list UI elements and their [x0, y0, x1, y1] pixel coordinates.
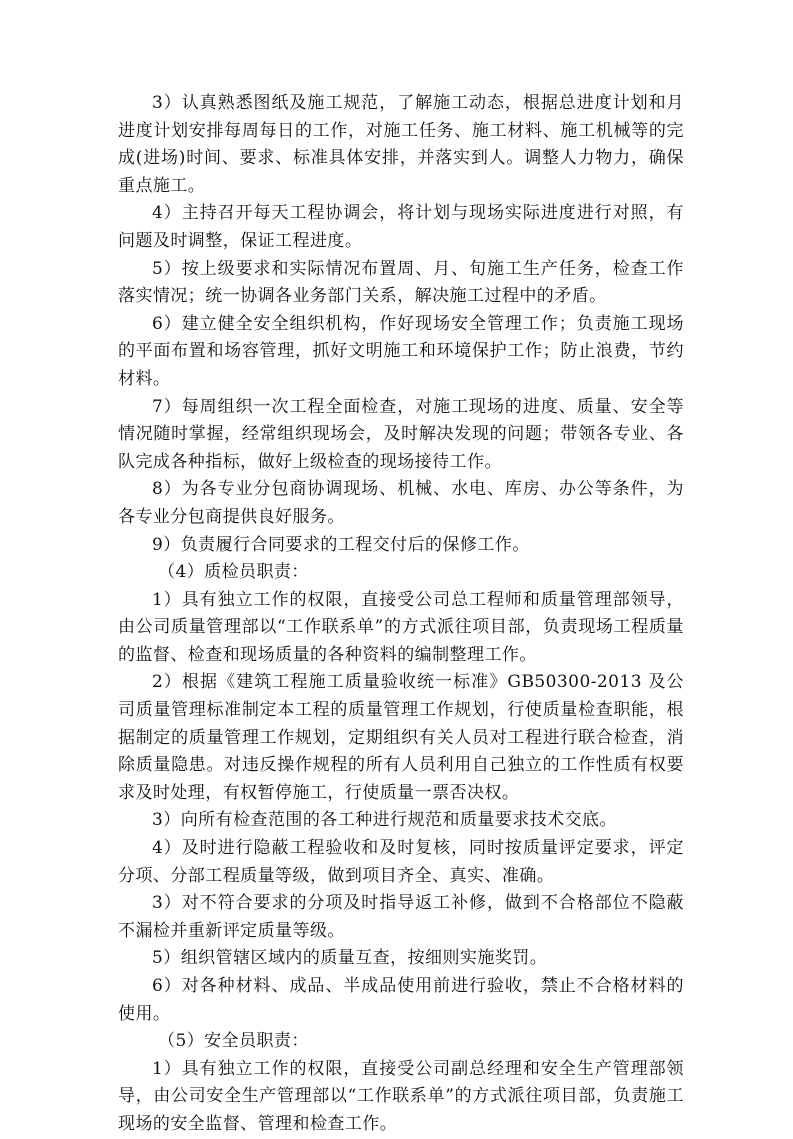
- paragraph-9-warranty: 9）负责履行合同要求的工程交付后的保修工作。: [152, 534, 530, 555]
- paragraph-qi-5-mutual-check: 5）组织管辖区域内的质量互查，按细则实施奖罚。: [152, 948, 548, 969]
- document-body: [118, 90, 684, 1139]
- section-heading-safety-officer: （5）安全员职责：: [158, 1031, 309, 1052]
- paragraph-8-subcontractor-support: 8）为各专业分包商协调现场、机械、水电、库房、办公等条件，为各专业分包商提供良好服务。: [118, 479, 684, 527]
- paragraph-qi-2-quality-plan: 2）根据《建筑工程施工质量验收统一标准》GB50300-2013 及公司质量管理标准制定本工程的质量管理工作规划，行使质量检查职能，根据制定的质量管理工作规划，定期组织有关人员对工程进行联合检查，消除质量隐患。对违反操作规程的所有人员利用自己独立的工作性质有权要求及时处理，有权暂停施工，行使质量一票否决权。: [118, 672, 684, 803]
- paragraph-qi-3-rework: 3）对不符合要求的分项及时指导返工补修，做到不合格部位不隐蔽不漏检并重新评定质量等级。: [118, 893, 684, 941]
- paragraph-5-task-arrangement: 5）按上级要求和实际情况布置周、月、旬施工生产任务，检查工作落实情况；统一协调各业务部门关系，解决施工过程中的矛盾。: [118, 258, 684, 307]
- paragraph-7-weekly-inspection: 7）每周组织一次工程全面检查，对施工现场的进度、质量、安全等情况随时掌握，经常组织现场会，及时解决发现的问题；带领各专业、各队完成各种指标，做好上级检查的现场接待工作。: [118, 396, 684, 472]
- paragraph-qi-1-authority: 1）具有独立工作的权限，直接受公司总工程师和质量管理部领导，由公司质量管理部以“工作联系单”的方式派往项目部，负责现场工程质量的监督、检查和现场质量的各种资料的编制整理工作。: [118, 589, 684, 665]
- paragraph-qi-6-material-acceptance: 6）对各种材料、成品、半成品使用前进行验收，禁止不合格材料的使用。: [118, 976, 684, 1024]
- paragraph-qi-3-technical-briefing: 3）向所有检查范围的各工种进行规范和质量要求技术交底。: [152, 810, 617, 831]
- paragraph-4-coordination-meeting: 4）主持召开每天工程协调会，将计划与现场实际进度进行对照，有问题及时调整，保证工程进度。: [118, 203, 684, 251]
- paragraph-6-safety-organization: 6）建立健全安全组织机构，作好现场安全管理工作；负责施工现场的平面布置和场容管理，抓好文明施工和环境保护工作；防止浪费，节约材料。: [118, 313, 684, 389]
- section-heading-quality-inspector: （4）质检员职责：: [158, 562, 309, 583]
- paragraph-qi-4-concealed-works: 4）及时进行隐蔽工程验收和及时复核，同时按质量评定要求，评定分项、分部工程质量等级，做到项目齐全、真实、准确。: [118, 838, 684, 886]
- paragraph-so-1-authority: 1）具有独立工作的权限，直接受公司副总经理和安全生产管理部领导，由公司安全生产管理部以“工作联系单”的方式派往项目部，负责施工现场的安全监督、管理和检查工作。: [118, 1058, 684, 1134]
- paragraph-3-schedule: 3）认真熟悉图纸及施工规范，了解施工动态，根据总进度计划和月进度计划安排每周每日的工作，对施工任务、施工材料、施工机械等的完成(进场)时间、要求、标准具体安排，并落实到人。调整人力物力，确保重点施工。: [118, 93, 684, 196]
